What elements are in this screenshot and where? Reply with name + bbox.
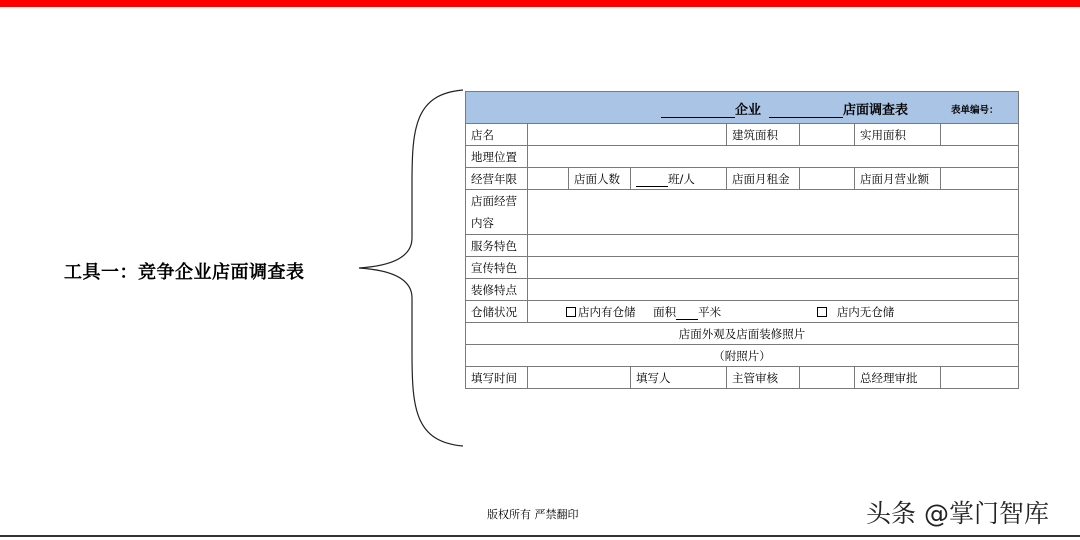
form-title: 企业 店面调查表	[661, 99, 908, 118]
field-business-content[interactable]	[528, 190, 1019, 235]
label-promo-features: 宣传特色	[466, 257, 528, 279]
photo-placeholder[interactable]: （附照片）	[466, 345, 1019, 367]
tool-title: 工具一：竞争企业店面调查表	[64, 262, 305, 283]
field-monthly-revenue[interactable]	[941, 168, 1019, 190]
row-years	[466, 168, 1019, 190]
form-number-label: 表单编号：	[951, 105, 999, 116]
label-store-name: 店名	[466, 124, 528, 146]
label-monthly-rent: 店面月租金	[727, 168, 800, 190]
row-store-name	[466, 124, 1019, 146]
has-warehouse-label: 店内有仓储	[578, 304, 636, 319]
has-warehouse-checkbox[interactable]	[566, 307, 576, 317]
shift-per-person-label: 班/人	[668, 171, 695, 186]
field-decor-features[interactable]	[528, 279, 1019, 301]
label-gm-approval: 总经理审批	[855, 367, 941, 389]
row-photo-area	[466, 345, 1019, 367]
label-supervisor-review: 主管审核	[727, 367, 800, 389]
label-decor-features: 装修特点	[466, 279, 528, 301]
label-fill-time: 填写时间	[466, 367, 528, 389]
label-business-content: 店面经营内容	[466, 190, 528, 235]
row-business-content	[466, 190, 1019, 235]
field-staff-shift[interactable]	[631, 168, 727, 190]
label-filler: 填写人	[631, 367, 727, 389]
top-accent-bar	[0, 0, 1080, 7]
label-usable-area: 实用面积	[855, 124, 941, 146]
survey-table	[465, 91, 1019, 389]
label-monthly-revenue: 店面月营业额	[855, 168, 941, 190]
field-promo-features[interactable]	[528, 257, 1019, 279]
no-warehouse-label: 店内无仓储	[836, 304, 895, 319]
row-location	[466, 146, 1019, 168]
row-service-features	[466, 235, 1019, 257]
field-storage	[528, 301, 1019, 323]
field-supervisor-review[interactable]	[800, 367, 855, 389]
store-survey-form	[465, 91, 1018, 447]
sqm-label: 平米	[698, 304, 722, 319]
field-gm-approval[interactable]	[941, 367, 1019, 389]
field-monthly-rent[interactable]	[800, 168, 855, 190]
watermark: 头条 @掌门智库	[866, 499, 1049, 528]
label-years: 经营年限	[466, 168, 528, 190]
row-storage	[466, 301, 1019, 323]
row-photos-title	[466, 323, 1019, 345]
field-fill-time[interactable]	[528, 367, 631, 389]
label-building-area: 建筑面积	[727, 124, 800, 146]
row-promo-features	[466, 257, 1019, 279]
row-signoff	[466, 367, 1019, 389]
field-service-features[interactable]	[528, 235, 1019, 257]
copyright-notice: 版权所有 严禁翻印	[487, 508, 579, 521]
field-building-area[interactable]	[800, 124, 855, 146]
area-label: 面积	[653, 304, 677, 319]
field-store-name[interactable]	[528, 124, 727, 146]
field-usable-area[interactable]	[941, 124, 1019, 146]
field-years[interactable]	[528, 168, 569, 190]
form-header-row	[466, 92, 1019, 124]
field-location[interactable]	[528, 146, 1019, 168]
no-warehouse-checkbox[interactable]	[817, 307, 827, 317]
label-service-features: 服务特色	[466, 235, 528, 257]
bottom-border-line	[0, 535, 1080, 537]
label-location: 地理位置	[466, 146, 528, 168]
area-field[interactable]	[676, 319, 698, 320]
label-staff-count: 店面人数	[569, 168, 631, 190]
row-decor-features	[466, 279, 1019, 301]
label-storage-status: 仓储状况	[466, 301, 528, 323]
curly-brace	[355, 88, 465, 448]
photos-title: 店面外观及店面装修照片	[466, 323, 1019, 345]
